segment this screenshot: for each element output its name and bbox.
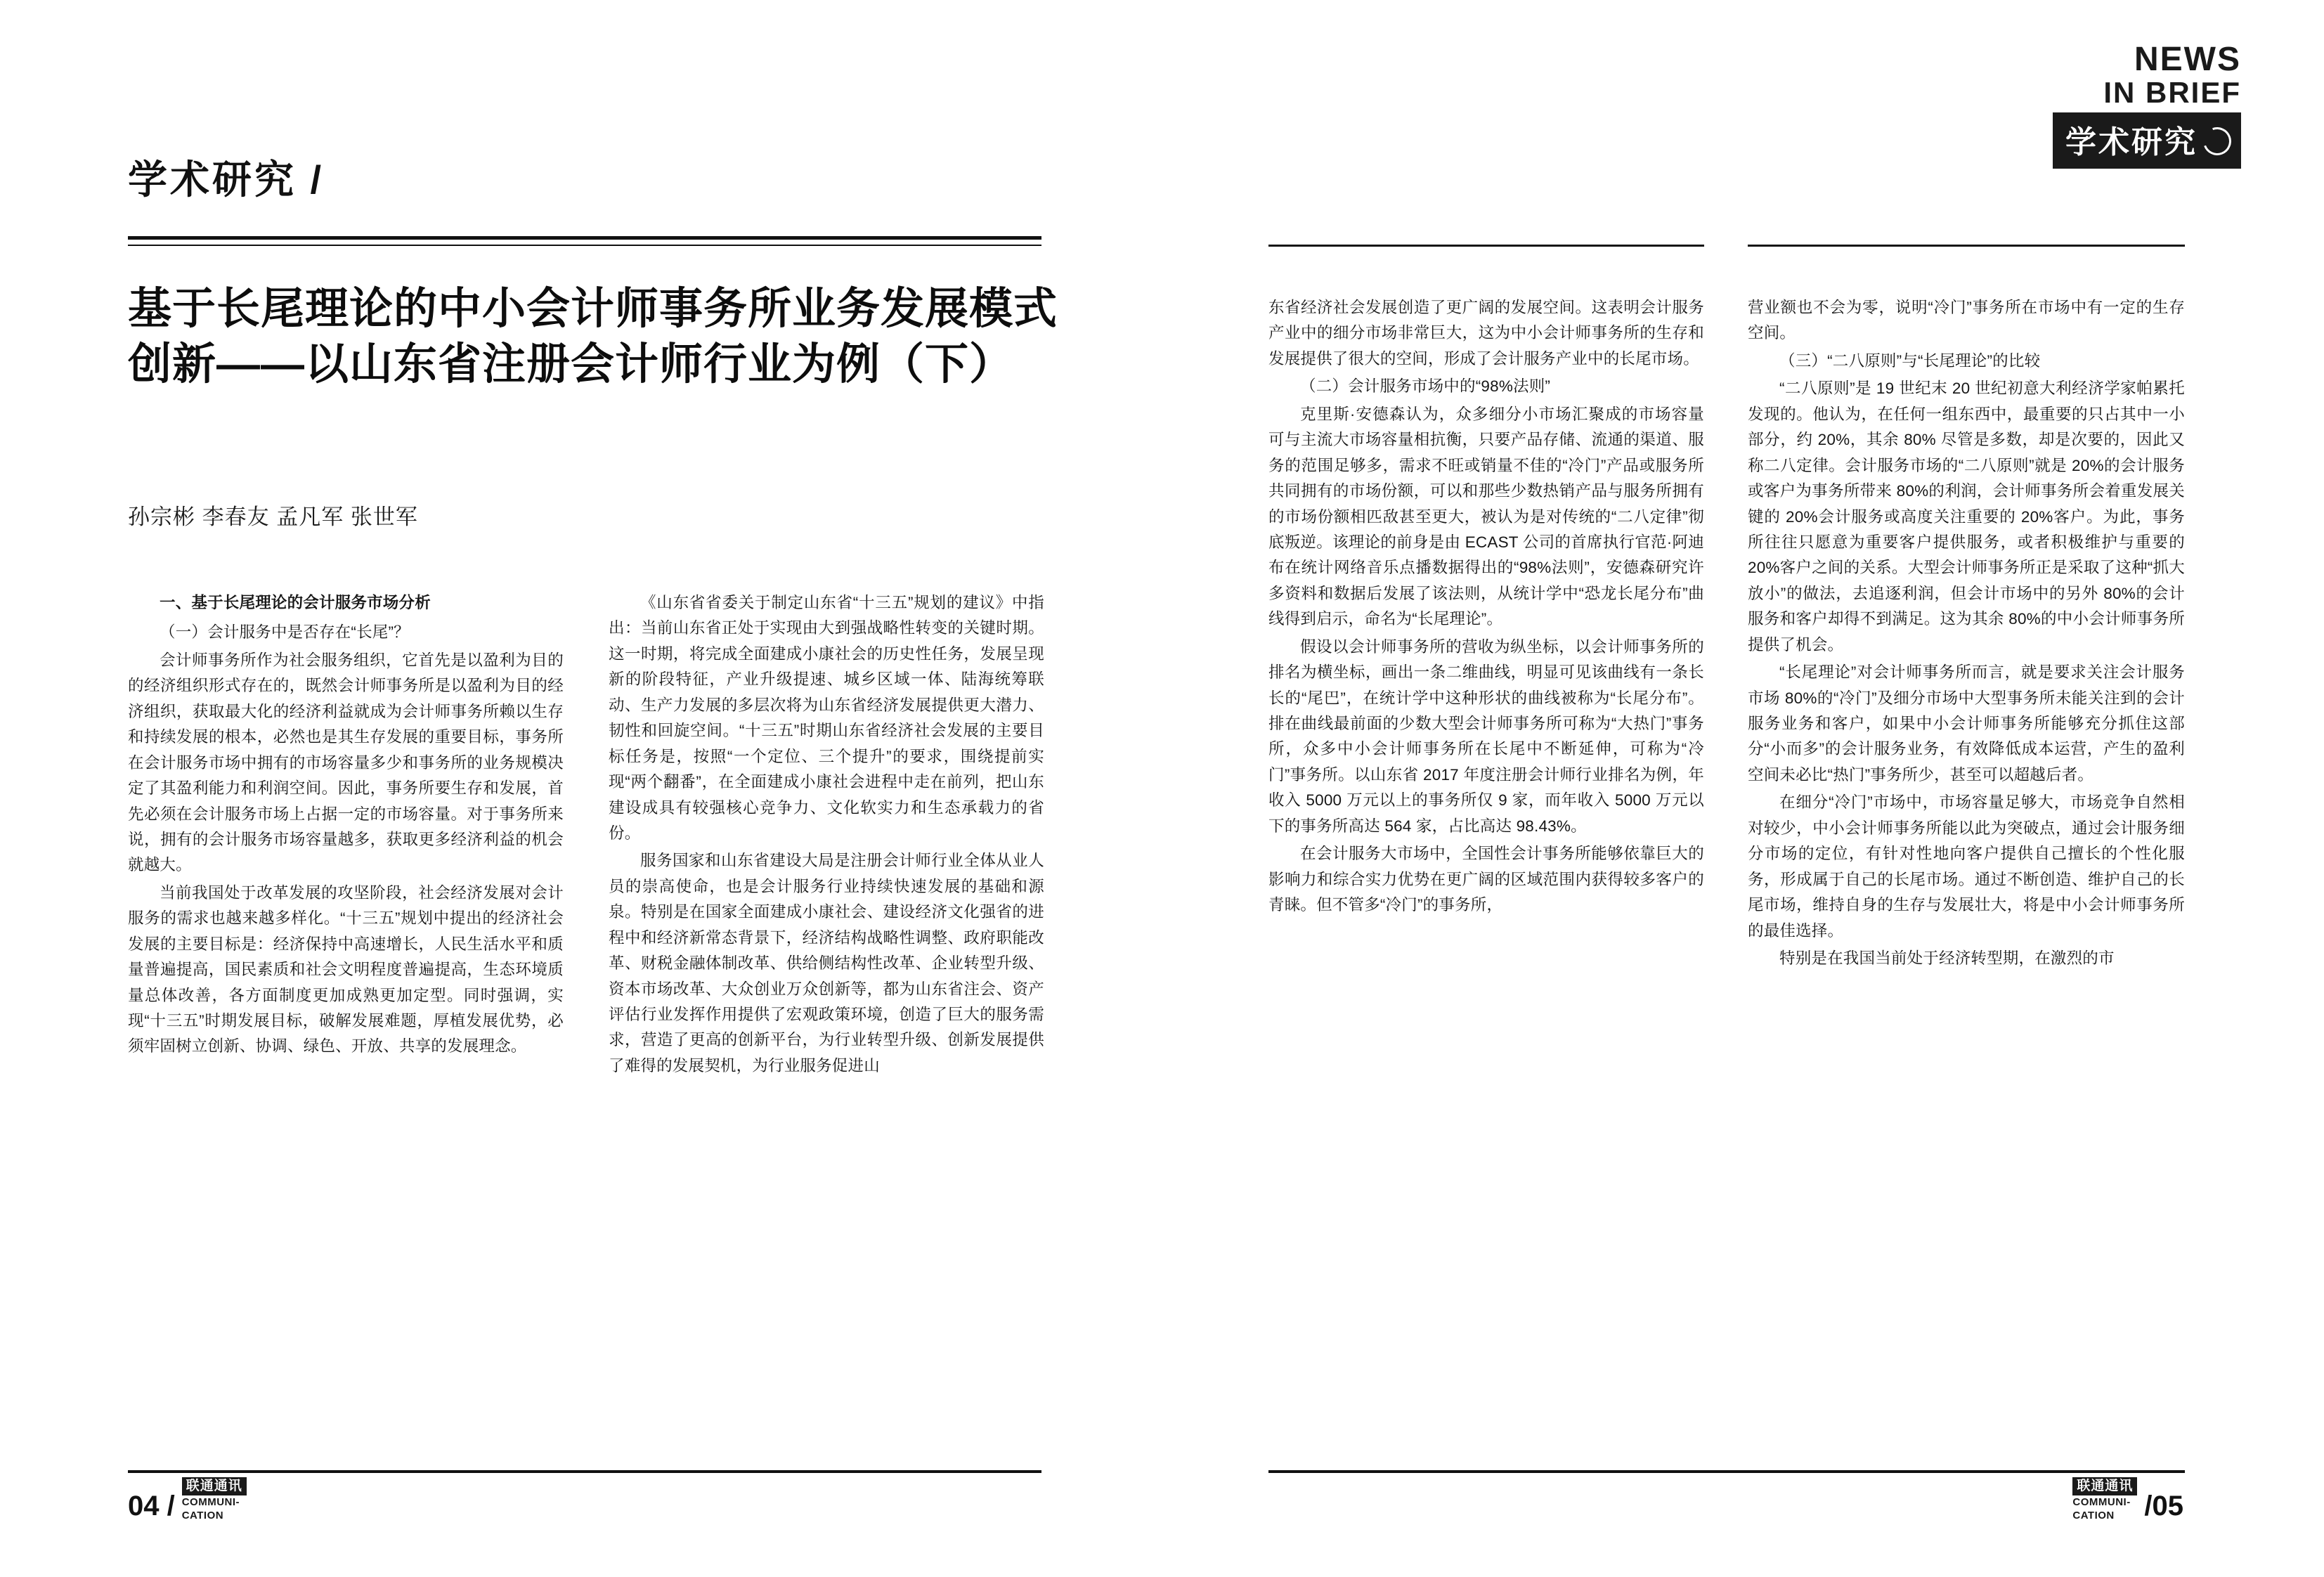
body-paragraph: 服务国家和山东省建设大局是注册会计师行业全体从业人员的崇高使命，也是会计服务行业持续快速发展的基础和源泉。特别是在国家全面建成小康社会、建设经济文化强省的进程中和经济新常态背景下，经济结构战略性调整、政府职能改革、财税金融体制改革、供给侧结构性改革、企业转型升级、资本市场改革、大众创业万众创新等，都为山东省注会、资产评估行业发挥作用提供了宏观政策环境，创造了巨大的服务需求，营造了更高的创新平台，为行业转型升级、创新发展提供了难得的发展契机，为行业服务促进山 [609,852,1044,1075]
footer-rule-left [128,1470,1041,1473]
body-subhead-2: （一）会计服务中是否存在“长尾”？ [160,623,410,642]
publication-logo-en-1: COMMUNI- [181,1496,240,1509]
left-column-2 [609,590,1044,1081]
right-column-1-rule [1268,245,1704,247]
body-paragraph: “二八原则”是 19 世纪末 20 世纪初意大利经济学家帕累托发现的。他认为，在任何一组东西中，最重要的只占其中一小部分，约 20%，其余 80% 尽管是多数，却是次要的，因此又称二八定律。会计服务市场的“二八原则”就是 20%的会计服务或客户为事务所带来 80%的利润，会计师事务所会着重发展关键的 20%会计服务或高度关注重要的 20%客户。为此，事务所往往只愿意为重要客户提供服务，或者积极维护与重要的 20%客户之间的关系。大型会计师事务所正是采取了这种“抓大放小”的做法，去追逐利润，但会计市场中的另外 80%的会计服务和客户却得不到满足。这为其余 80%的中小会计师事务所提供了机会。 [1748,379,2185,654]
left-column-1 [128,590,564,1062]
title-rule-thin [128,245,1041,246]
body-paragraph: 假设以会计师事务所的营收为纵坐标，以会计师事务所的排名为横坐标，画出一条二维曲线，明显可见该曲线有一条长长的“尾巴”，在统计学中这种形状的曲线被称为“长尾分布”。排在曲线最前面的少数大型会计师事务所可称为“大热门”事务所，众多中小会计师事务所在长尾中不断延伸，可称为“冷门”事务所。以山东省 2017 年度注册会计师行业排名为例，年收入 5000 万元以上的事务所仅 9 家，而年收入 5000 万元以下的事务所高达 564 家，占比高达 98.43%。 [1268,637,1704,835]
masthead-badge [2023,42,2241,169]
body-subhead-2: （二）会计服务市场中的“98%法则” [1300,377,1551,396]
title-rule-thick [128,236,1041,240]
masthead-cn-badge [2053,112,2241,169]
page-number-left: 04 / [128,1491,175,1521]
body-paragraph: “长尾理论”对会计师事务所而言，就是要求关注会计服务市场 80%的“冷门”及细分市场中大型事务所未能关注到的会计服务业务和客户，如果中小会计师事务所能够充分抓住这部分“小而多”的会计服务业务，有效降低成本运营，产生的盈利空间未必比“热门”事务所少，甚至可以超越后者。 [1748,663,2185,784]
right-column-1 [1268,295,1704,921]
folio-right [2072,1477,2183,1522]
swirl-icon [2198,123,2235,160]
masthead-cn-text: 学术研究 [2065,125,2198,160]
section-label: 学术研究 / [128,157,325,202]
article-title: 基于长尾理论的中小会计师事务所业务发展模式创新——以山东省注册会计师行业为例（下） [128,285,1058,389]
publication-logo [182,1477,247,1522]
body-paragraph: 克里斯·安德森认为，众多细分小市场汇聚成的市场容量可与主流大市场容量相抗衡，只要产品存储、流通的渠道、服务的范围足够多，需求不旺或销量不佳的“冷门”产品或服务所共同拥有的市场份额，可以和那些少数热销产品与服务所拥有的市场份额相匹敌甚至更大，被认为是对传统的“二八定律”彻底叛逆。该理论的前身是由 ECAST 公司的首席执行官范·阿迪布在统计网络音乐点播数据得出的“98%法则”，安德森研究许多资料和数据后发展了该法则，从统计学中“恐龙长尾分布”曲线得到启示，命名为“长尾理论”。 [1268,405,1704,628]
publication-logo-cn: 联通通讯 [2072,1477,2137,1495]
right-column-2 [1748,295,2185,973]
body-paragraph: 会计师事务所作为社会服务组织，它首先是以盈利为目的的经济组织形式存在的，既然会计师事务所是以盈利为目的经济组织，获取最大化的经济利益就成为会计师事务所赖以生存和持续发展的根本，必然也是其生存发展的重要目标，事务所在会计服务市场中拥有的市场容量多少和事务所的业务规模决定了其盈利能力和利润空间。因此，事务所要生存和发展，首先必须在会计服务市场上占据一定的市场容量。对于事务所来说，拥有的会计服务市场容量越多，获取更多经济利益的机会就越大。 [128,651,564,874]
page-number-right: /05 [2144,1491,2183,1521]
body-subhead: 一、基于长尾理论的会计服务市场分析 [160,594,431,611]
body-paragraph: 当前我国处于改革发展的攻坚阶段，社会经济发展对会计服务的需求也越来越多样化。“十三五”规划中提出的经济社会发展的主要目标是：经济保持中高速增长，人民生活水平和质量普遍提高，国民素质和社会文明程度普遍提高，生态环境质量总体改善，各方面制度更加成熟更加定型。同时强调，实现“十三五”时期发展目标，破解发展难题，厚植发展优势，必须牢固树立创新、协调、绿色、开放、共享的发展理念。 [128,883,564,1056]
body-paragraph: 《山东省省委关于制定山东省“十三五”规划的建议》中指出：当前山东省正处于实现由大到强战略性转变的关键时期。这一时期，将完成全面建成小康社会的历史性任务，发展呈现新的阶段特征，产业升级提速、城乡区域一体、陆海统筹联动、生产力发展的多层次将为山东省经济发展提供更大潜力、韧性和回旋空间。“十三五”时期山东省经济社会发展的主要目标任务是，按照“一个定位、三个提升”的要求，围绕提前实现“两个翻番”，在全面建成小康社会进程中走在前列，把山东建设成具有较强核心竞争力、文化软实力和生态承载力的省份。 [609,594,1044,842]
footer-rule-right [1268,1470,2185,1473]
publication-logo-cn: 联通通讯 [182,1477,247,1495]
publication-logo [2072,1477,2137,1522]
publication-logo-en-1: COMMUNI- [2072,1496,2131,1509]
body-subhead-2: （三）“二八原则”与“长尾理论”的比较 [1779,351,2041,370]
body-paragraph: 营业额也不会为零，说明“冷门”事务所在市场中有一定的生存空间。 [1748,299,2185,342]
publication-logo-en-2: CATION [181,1510,224,1522]
right-column-2-rule [1748,245,2185,247]
body-paragraph: 在细分“冷门”市场中，市场容量足够大，市场竞争自然相对较少，中小会计师事务所能以此为突破点，通过会计服务细分市场的定位，有针对性地向客户提供自己擅长的个性化服务，形成属于自己的长尾市场。通过不断创造、维护自己的长尾市场，维持自身的生存与发展壮大，将是中小会计师事务所的最佳选择。 [1748,793,2185,940]
masthead-line-1: NEWS [2134,41,2241,78]
body-paragraph: 特别是在我国当前处于经济转型期，在激烈的市 [1779,949,2115,967]
body-paragraph: 东省经济社会发展创造了更广阔的发展空间。这表明会计服务产业中的细分市场非常巨大，这为中小会计师事务所的生存和发展提供了很大的空间，形成了会计服务产业中的长尾市场。 [1268,299,1704,368]
folio-left [128,1477,247,1522]
body-paragraph: 在会计服务大市场中，全国性会计事务所能够依靠巨大的影响力和综合实力优势在更广阔的区域范围内获得较多客户的青睐。但不管多“冷门”的事务所， [1268,845,1704,914]
article-authors: 孙宗彬 李春友 孟凡军 张世军 [128,505,418,529]
masthead-line-2: IN BRIEF [2103,76,2241,110]
publication-logo-en-2: CATION [2072,1510,2115,1522]
